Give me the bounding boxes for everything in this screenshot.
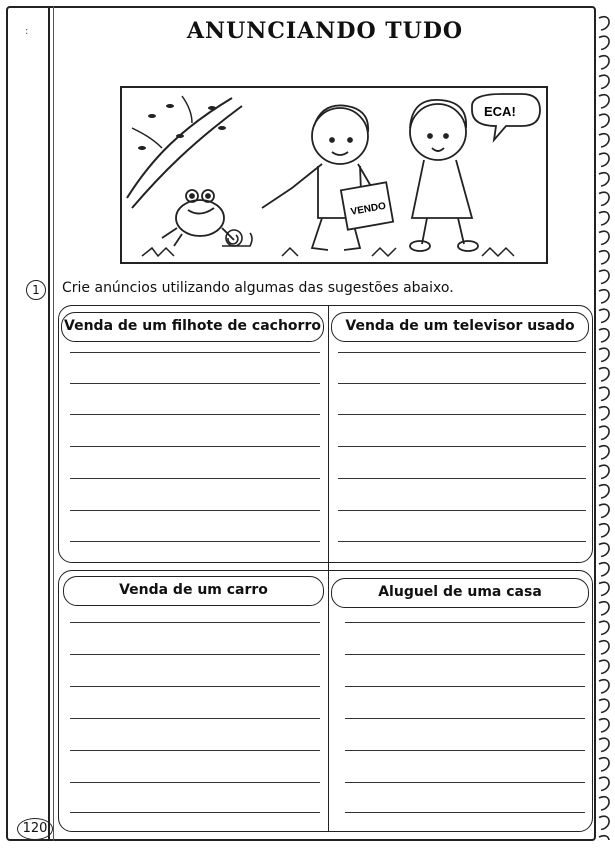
writing-line[interactable] — [70, 782, 320, 783]
writing-line[interactable] — [345, 686, 585, 687]
suggestion-label-house: Aluguel de uma casa — [331, 578, 589, 608]
suggestion-label-puppy: Venda de um filhote de cachorro — [61, 312, 324, 342]
svg-text:ECA!: ECA! — [484, 104, 516, 119]
writing-line[interactable] — [338, 446, 586, 447]
margin-line-inner — [53, 6, 54, 841]
writing-line[interactable] — [338, 352, 586, 353]
frog-drawing — [162, 190, 234, 246]
girl-drawing — [410, 100, 478, 251]
writing-line[interactable] — [70, 686, 320, 687]
writing-line[interactable] — [338, 414, 586, 415]
writing-line[interactable] — [345, 782, 585, 783]
writing-line[interactable] — [70, 750, 320, 751]
writing-line[interactable] — [345, 622, 585, 623]
margin-line — [48, 6, 50, 841]
writing-line[interactable] — [345, 718, 585, 719]
exercise-instruction: Crie anúncios utilizando algumas das sugestões abaixo. — [62, 280, 454, 296]
writing-line[interactable] — [345, 654, 585, 655]
svg-text:VENDO: VENDO — [349, 200, 387, 218]
speech-bubble — [472, 94, 540, 140]
vendo-sign — [341, 182, 393, 229]
column-divider — [328, 305, 329, 832]
writing-line[interactable] — [345, 812, 585, 813]
spiral-binding — [597, 10, 613, 840]
writing-line[interactable] — [338, 510, 586, 511]
writing-line[interactable] — [70, 718, 320, 719]
binding-mark: : — [25, 26, 29, 37]
writing-line[interactable] — [70, 352, 320, 353]
writing-line[interactable] — [70, 654, 320, 655]
cartoon-illustration — [120, 86, 548, 264]
writing-line[interactable] — [70, 510, 320, 511]
writing-line[interactable] — [70, 541, 320, 542]
writing-line[interactable] — [70, 383, 320, 384]
suggestion-section-bottom — [58, 570, 593, 832]
writing-line[interactable] — [70, 478, 320, 479]
writing-line[interactable] — [70, 414, 320, 415]
writing-line[interactable] — [338, 383, 586, 384]
writing-line[interactable] — [70, 446, 320, 447]
writing-line[interactable] — [338, 541, 586, 542]
writing-line[interactable] — [345, 750, 585, 751]
page-number: 120 — [17, 818, 53, 840]
suggestion-label-car: Venda de um carro — [63, 576, 324, 606]
suggestion-label-tv: Venda de um televisor usado — [331, 312, 589, 342]
writing-line[interactable] — [338, 478, 586, 479]
writing-line[interactable] — [70, 812, 320, 813]
writing-line[interactable] — [70, 622, 320, 623]
page-title: ANUNCIANDO TUDO — [186, 18, 464, 44]
suggestion-section-top — [58, 305, 593, 563]
cartoon-drawing — [122, 88, 546, 262]
exercise-number: 1 — [26, 280, 46, 300]
